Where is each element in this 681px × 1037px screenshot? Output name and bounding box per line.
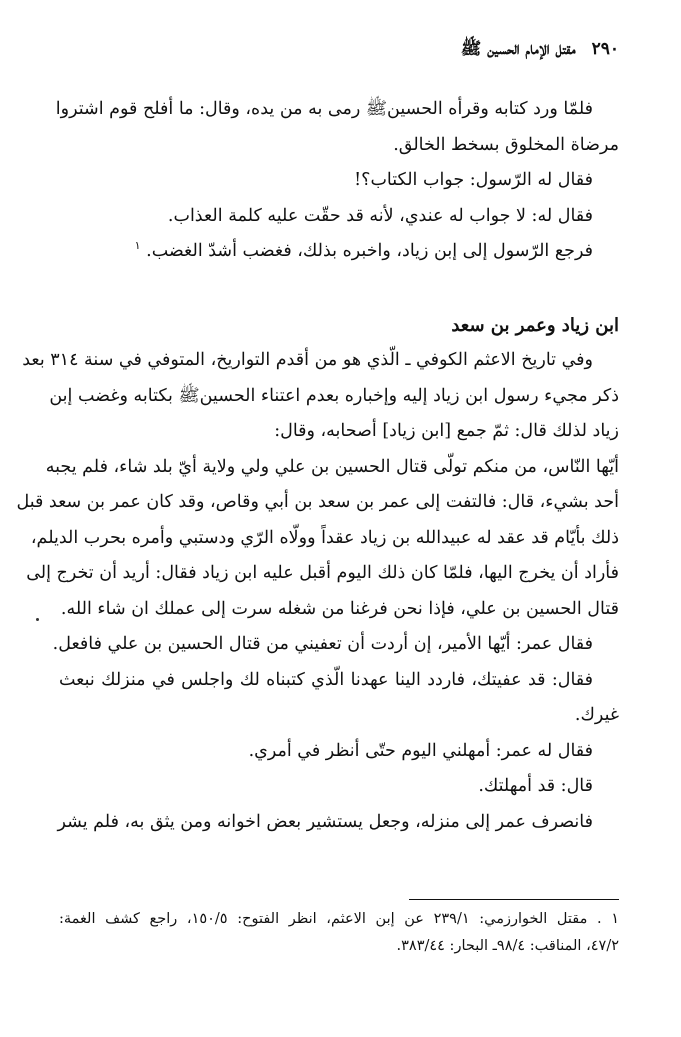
paragraph-line: ذكر مجيء رسول ابن زياد إليه وإخباره بعدم اعتناء الحسينﷺ بكتابه وغضب إبن [49, 385, 619, 406]
paragraph-line: زياد لذلك قال: ثمّ جمع [ابن زياد] أصحابه، وقال: [274, 421, 619, 441]
paragraph-line: فقال: قد عفيتك، فاردد الينا عهدنا الّذي كتبناه لك واجلس في منزلك نبعث [59, 669, 593, 690]
footnote-marker: ١ [134, 239, 141, 253]
footnote-line: ١ . مقتل الخوارزمي: ٢٣٩/١ عن إبن الاعثم، انظر الفتوح: ١٥٠/٥، راجع كشف الغمة: [59, 911, 619, 927]
paragraph-line: مرضاة المخلوق بسخط الخالق. [393, 134, 619, 155]
paragraph-text: فرجع الرّسول إلى إبن زياد، واخبره بذلك، فغضب أشدّ الغضب. [146, 241, 593, 261]
main-text [16, 92, 619, 840]
footnotes [59, 906, 619, 960]
paragraph-line: أحد بشيء، قال: فالتفت إلى عمر بن سعد بن أبي وقاص، وقد كان عمر بن سعد قبل [16, 492, 619, 512]
footnote-line: ٤٧/٢، المناقب: ٩٨/٤ـ البحار: ٣٨٣/٤٤. [396, 938, 619, 954]
paragraph-line: أيّها النّاس، من منكم تولّى قتال الحسين بن علي ولي ولاية أيّ بلد شاء، فلم يجبه [45, 456, 619, 477]
page-number: ٢٩٠ [591, 39, 619, 59]
footnote-divider [409, 899, 619, 900]
paragraph-line: وفي تاريخ الاعثم الكوفي ـ الّذي هو من أقدم التواريخ، المتوفي في سنة ٣١٤ بعد [22, 350, 593, 370]
section-gap [59, 270, 619, 308]
paragraph-line: قال: قد أمهلتك. [478, 776, 593, 796]
book-title: مقتل الإمام الحسين ﷺ [460, 39, 576, 59]
paragraph-line: غيرك. [574, 705, 619, 725]
paragraph-line: ذلك بأيّام قد عقد له عبيدالله بن زياد عقداً وولّاه الرّي ودستبي وأمره بحرب الديلم، [30, 527, 619, 548]
paragraph-line: فقال له: لا جواب له عندي، لأنه قد حقّت عليه كلمة العذاب. [167, 205, 593, 226]
paragraph-line: فقال له الرّسول: جواب الكتاب؟! [354, 170, 593, 190]
paragraph-line: فقال عمر: أيّها الأمير، إن أردت أن تعفيني من قتال الحسين بن علي فافعل. [52, 634, 593, 654]
paragraph-line: فقال له عمر: أمهلني اليوم حتّى أنظر في أمري. [248, 740, 593, 761]
paragraph-line [59, 234, 619, 270]
paragraph-line: فلمّا ورد كتابه وقرأه الحسينﷺ رمى به من يده، وقال: ما أفلح قوم اشتروا [55, 99, 593, 119]
paragraph-line: فأراد أن يخرج اليها، فلمّا كان ذلك اليوم أقبل عليه ابن زياد فقال: أريد أن تخرج إلى [26, 563, 619, 583]
running-head [59, 38, 619, 68]
paragraph-line: فانصرف عمر إلى منزله، وجعل يستشير بعض اخوانه ومن يثق به، فلم يشر [57, 811, 593, 832]
paragraph-line: قتال الحسين بن علي، فإذا نحن فرغنا من شغله سرت إلى عملك ان شاء الله. [60, 598, 619, 619]
section-heading: ابن زياد وعمر بن سعد [451, 314, 619, 336]
ink-speck [36, 618, 39, 621]
